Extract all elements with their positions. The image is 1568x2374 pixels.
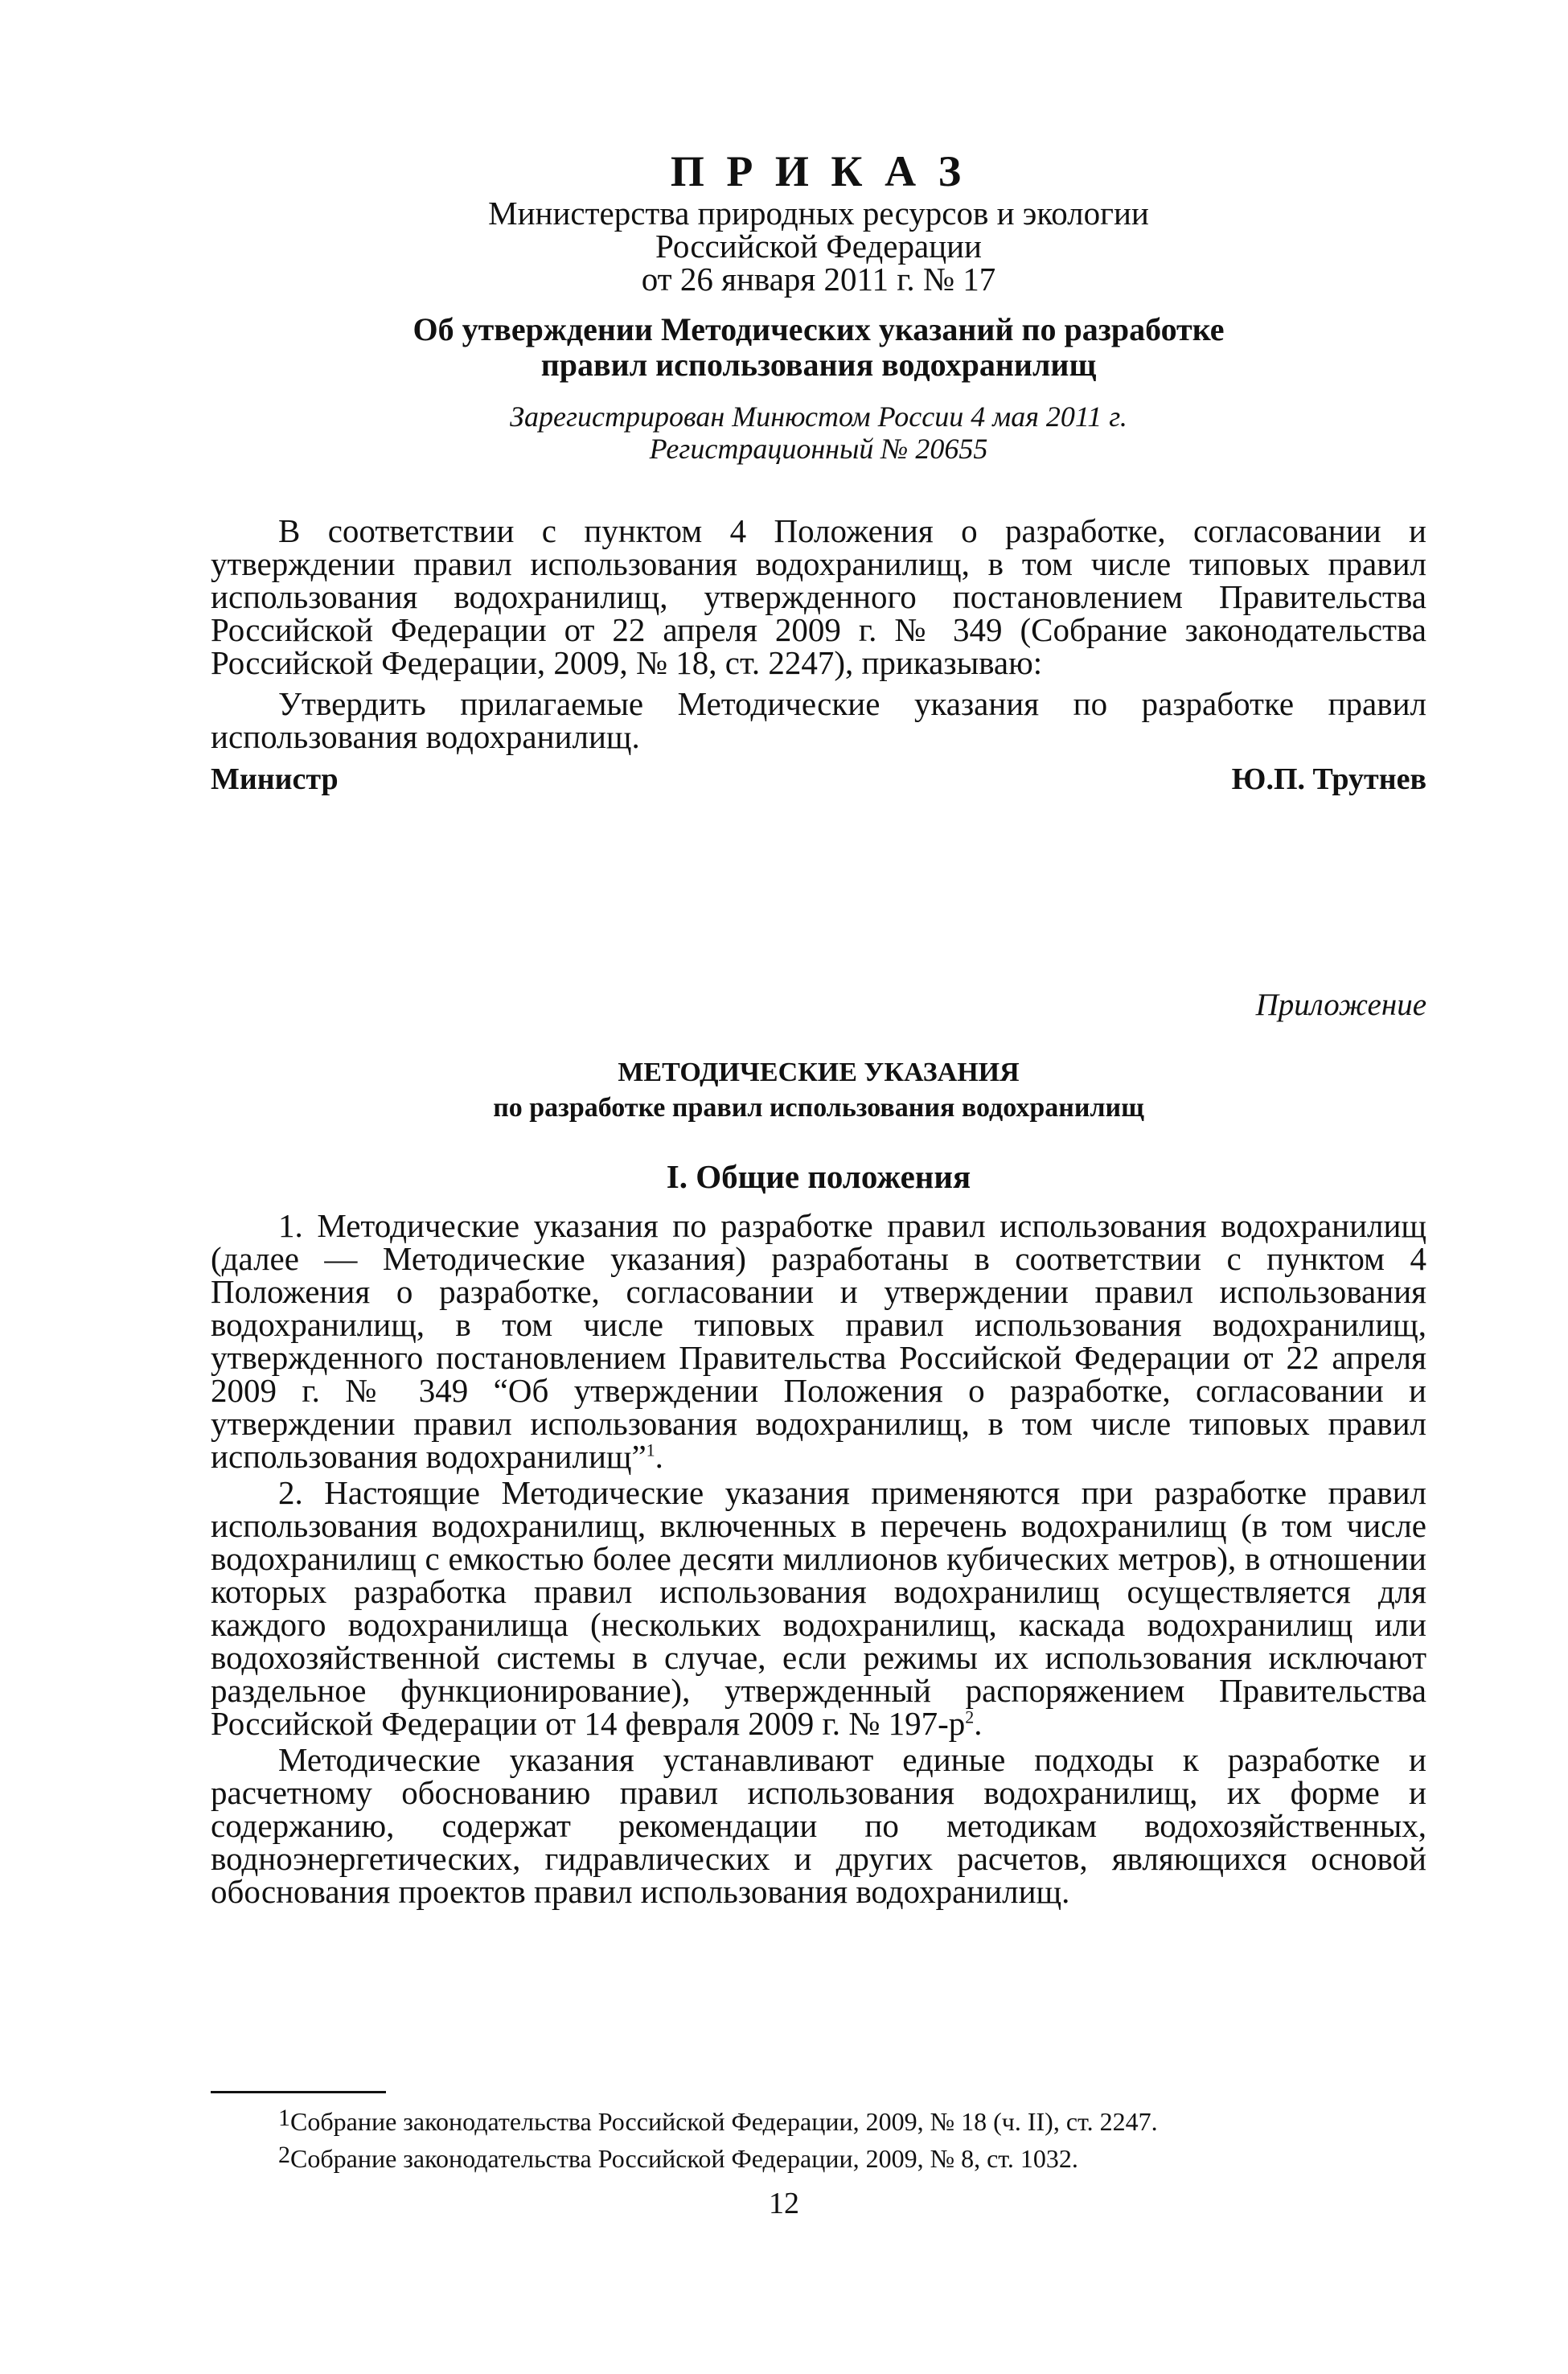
order-date-number: от 26 января 2011 г. № 17 (641, 261, 996, 298)
annex-block (211, 988, 1426, 1908)
section-title: I. Общие положения (666, 1158, 971, 1195)
footnotes (211, 2103, 1426, 2177)
annex-paragraph-2 (211, 1474, 1426, 1742)
footnote-ref-1[interactable]: 1 (646, 1440, 655, 1460)
registration-line2: Регистрационный № 20655 (649, 433, 988, 465)
annex-paragraph-1 (211, 1207, 1426, 1475)
footnote-1 (211, 2103, 1426, 2140)
order-body (211, 512, 1426, 797)
paragraph-2-text: 2. Настоящие Методические указания применяются при разработке правил использования водохранилищ, включенных в перечень водохранилищ (в том числе водохранилищ с емкостью более десяти миллионов кубических метров), в отношении которых разработка правил использования водохранилищ осуществляется для каждого водохранилища (нескольких водохранилищ, каскада водохранилищ или водохозяйственной системы в случае, если режимы их использования исключают раздельное функционирование), утвержденный распоряжением Правительства Российской Федерации от 14 февраля 2009 г. № 197-р (211, 1474, 1426, 1742)
footnote-1-text: Собрание законодательства Российской Федерации, 2009, № 18 (ч. II), ст. 2247. (290, 2107, 1158, 2136)
order-header (211, 147, 1426, 465)
order-title: П Р И К А З (670, 147, 967, 195)
federation-line: Российской Федерации (655, 228, 982, 265)
signature-row (211, 762, 1426, 797)
footnote-2-mark: 2 (278, 2142, 290, 2168)
footnote-separator (211, 2091, 386, 2093)
order-subject-line2: правил использования водохранилищ (540, 347, 1097, 383)
order-preamble: В соответствии с пунктом 4 Положения о разработке, согласовании и утверждении правил использования водохранилищ, в том числе типовых правил использования водохранилищ, утвержденного постановлением Правительства Российской Федерации от 22 апреля 2009 г. № 349 (Собрание законодательства Российской Федерации, 2009, № 18, ст. 2247), приказываю: (211, 512, 1426, 681)
signer-title: Министр (211, 762, 339, 796)
footnote-2 (211, 2140, 1426, 2177)
order-directive: Утвердить прилагаемые Методические указания по разработке правил использования водохранилищ. (211, 685, 1426, 755)
footnote-2-text: Собрание законодательства Российской Федерации, 2009, № 8, ст. 1032. (290, 2144, 1078, 2173)
registration-line1: Зарегистрирован Минюстом России 4 мая 2011 г. (510, 400, 1127, 433)
order-subject-line1: Об утверждении Методических указаний по разработке (413, 311, 1225, 347)
footnote-1-mark: 1 (278, 2105, 290, 2131)
annex-heading-line2: по разработке правил использования водохранилищ (493, 1093, 1144, 1123)
ministry-line: Министерства природных ресурсов и экологии (488, 195, 1149, 232)
page-number: 12 (769, 2187, 799, 2220)
annex-paragraph-3: Методические указания устанавливают единые подходы к разработке и расчетному обоснованию правил использования водохранилищ, их форме и содержанию, содержат рекомендации по методикам водохозяйственных, водноэнергетических, гидравлических и других расчетов, являющихся основой обоснования проектов правил использования водохранилищ. (211, 1741, 1426, 1910)
annex-label: Приложение (1255, 988, 1426, 1022)
paragraph-2-end: . (974, 1705, 983, 1742)
paragraph-1-end: . (655, 1438, 663, 1475)
paragraph-1-text: 1. Методические указания по разработке правил использования водохранилищ (далее — Методические указания) разработаны в соответствии с пунктом 4 Положения о разработке, согласовании и утверждении правил использования водохранилищ, в том числе типовых правил использования водохранилищ, утвержденного постановлением Правительства Российской Федерации от 22 апреля 2009 г. № 349 “Об утверждении Положения о разработке, согласовании и утверждении правил использования водохранилищ, в том числе типовых правил использования водохранилищ” (211, 1207, 1426, 1475)
annex-heading-line1: МЕТОДИЧЕСКИЕ УКАЗАНИЯ (618, 1058, 1020, 1087)
footnote-ref-2[interactable]: 2 (965, 1707, 975, 1727)
signer-name: Ю.П. Трутнев (1231, 762, 1426, 796)
